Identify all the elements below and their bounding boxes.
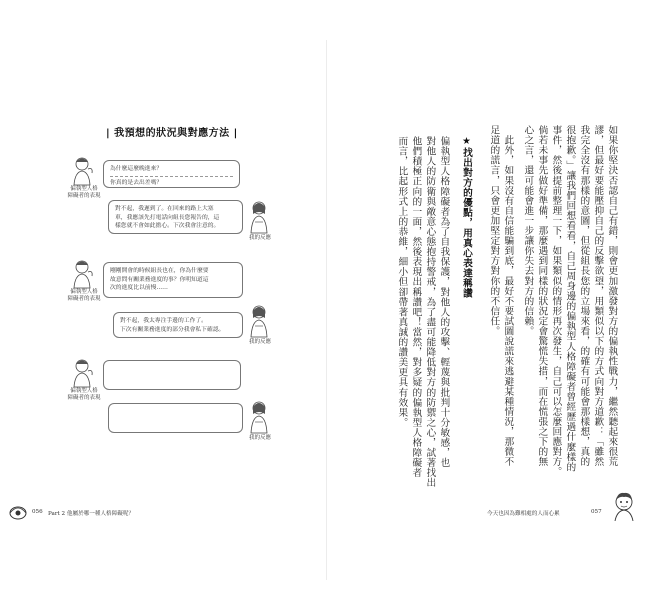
body-column-3: 我完全沒有那樣的意圖，但從組長您的立場來看，的確有可能會那樣想，真的 xyxy=(578,125,590,467)
body2-column-3: 他們積極正向的一面，然後表現出稱讚吧！當然，對多疑的偏執型人格障礙者 xyxy=(410,136,422,478)
section-title: | 我預想的狀況與對應方法 | xyxy=(106,128,238,139)
body-column-9: 足道的謊言，只會更加堅定對方對你的不信任。 xyxy=(488,125,500,337)
right-page xyxy=(327,0,654,609)
speaker-bubble-3 xyxy=(103,360,241,390)
body-column-2: 謬，但最好要能壓抑自己的反擊欲望，用類似以下的方式向對方道歉：「雖然 xyxy=(592,125,604,467)
reply-figure-1 xyxy=(246,200,272,234)
speaker-bubble-2: 剛剛開會的時候組長也在，你為什麼要 故意問有關業務進度的事？你明知道這 次的進度比以前慢…… xyxy=(103,262,243,298)
speaker-figure-2 xyxy=(70,258,98,290)
right-page-number: 057 xyxy=(591,509,602,515)
speaker-caption-2: 偏執型人格 障礙者的表現 xyxy=(67,289,101,302)
left-running-head: Part 2 他屬於哪一種人格障礙呢？ xyxy=(48,511,135,517)
reply-figure-2 xyxy=(246,304,272,338)
speaker-figure-1 xyxy=(70,155,98,187)
body-column-8: 此外，如果沒有自信能騙到底，最好不要試圖說謊來逃避某種情況，那微不 xyxy=(502,125,514,467)
book-logo-icon xyxy=(8,505,28,521)
reply-caption-1: 我的反應 xyxy=(248,235,271,241)
speaker-caption-3: 偏執型人格 障礙者的表現 xyxy=(67,388,101,401)
left-page xyxy=(0,0,327,609)
reply-caption-2: 我的反應 xyxy=(248,339,271,345)
body-column-6: 倘若未事先做好準備，那麼遇到同樣的狀況定會驚慌失措，而在慌張之下的無 xyxy=(536,125,548,467)
speaker-caption-1: 偏執型人格 障礙者的表現 xyxy=(67,186,101,199)
section-heading: ★找出對方的優點，用真心表達稱讚 xyxy=(461,136,472,299)
speaker-bubble-1: 為什麼這麼晚進來？ 你真的是去出差嗎？ xyxy=(103,160,240,188)
body2-column-4: 而言，比起形式上的恭維，細小但卻帶著真誠的讚美更具有效果。 xyxy=(396,136,408,428)
body2-column-2: 對他人的防衛與敵意心態抱持警戒，為了盡可能降低對方的防禦之心，試著找出 xyxy=(424,136,436,488)
left-page-number: 056 xyxy=(32,509,43,515)
reply-caption-3: 我的反應 xyxy=(248,435,271,441)
body-column-7: 心之言，還可能會進一步讓你失去對方的信賴。 xyxy=(522,125,534,337)
bubble-divider xyxy=(110,176,233,177)
reply-bubble-2: 對不起，我太專注手邊的工作了。 下次有關業務進度的部分我會私下確認。 xyxy=(113,312,243,338)
reply-figure-3 xyxy=(246,400,272,434)
character-illustration-icon xyxy=(610,491,638,521)
body-column-5: 事件，然後提前整理一下，如果類似的情形再次發生，自己可以怎麼回應對方。 xyxy=(550,125,562,477)
speaker-figure-3 xyxy=(70,357,98,389)
reply-bubble-1: 對不起，我遲到了。在回來的路上大塞 車，我應該先打電話向組長您報告的，這 樣您就不會如此擔心。下次我會注意的。 xyxy=(108,200,243,234)
body-column-4: 很抱歉。」讓我們回想看看，自己周身邊的偏執型人格障礙者曾經歷過什麼樣的 xyxy=(564,125,576,472)
right-footer xyxy=(327,505,654,525)
right-running-head: 今天也因為難相處的人而心累 xyxy=(487,511,560,517)
body2-column-1: 偏執型人格障礙者為了自我保護，對他人的攻擊、輕蔑與批判十分敏感，也 xyxy=(438,136,450,468)
left-footer xyxy=(0,505,327,525)
reply-bubble-3 xyxy=(108,403,243,433)
body-column-1: 如果你堅決否認自己有錯，則會更加激發對方的偏執性戰力，繼然聽起來很荒 xyxy=(606,125,618,467)
